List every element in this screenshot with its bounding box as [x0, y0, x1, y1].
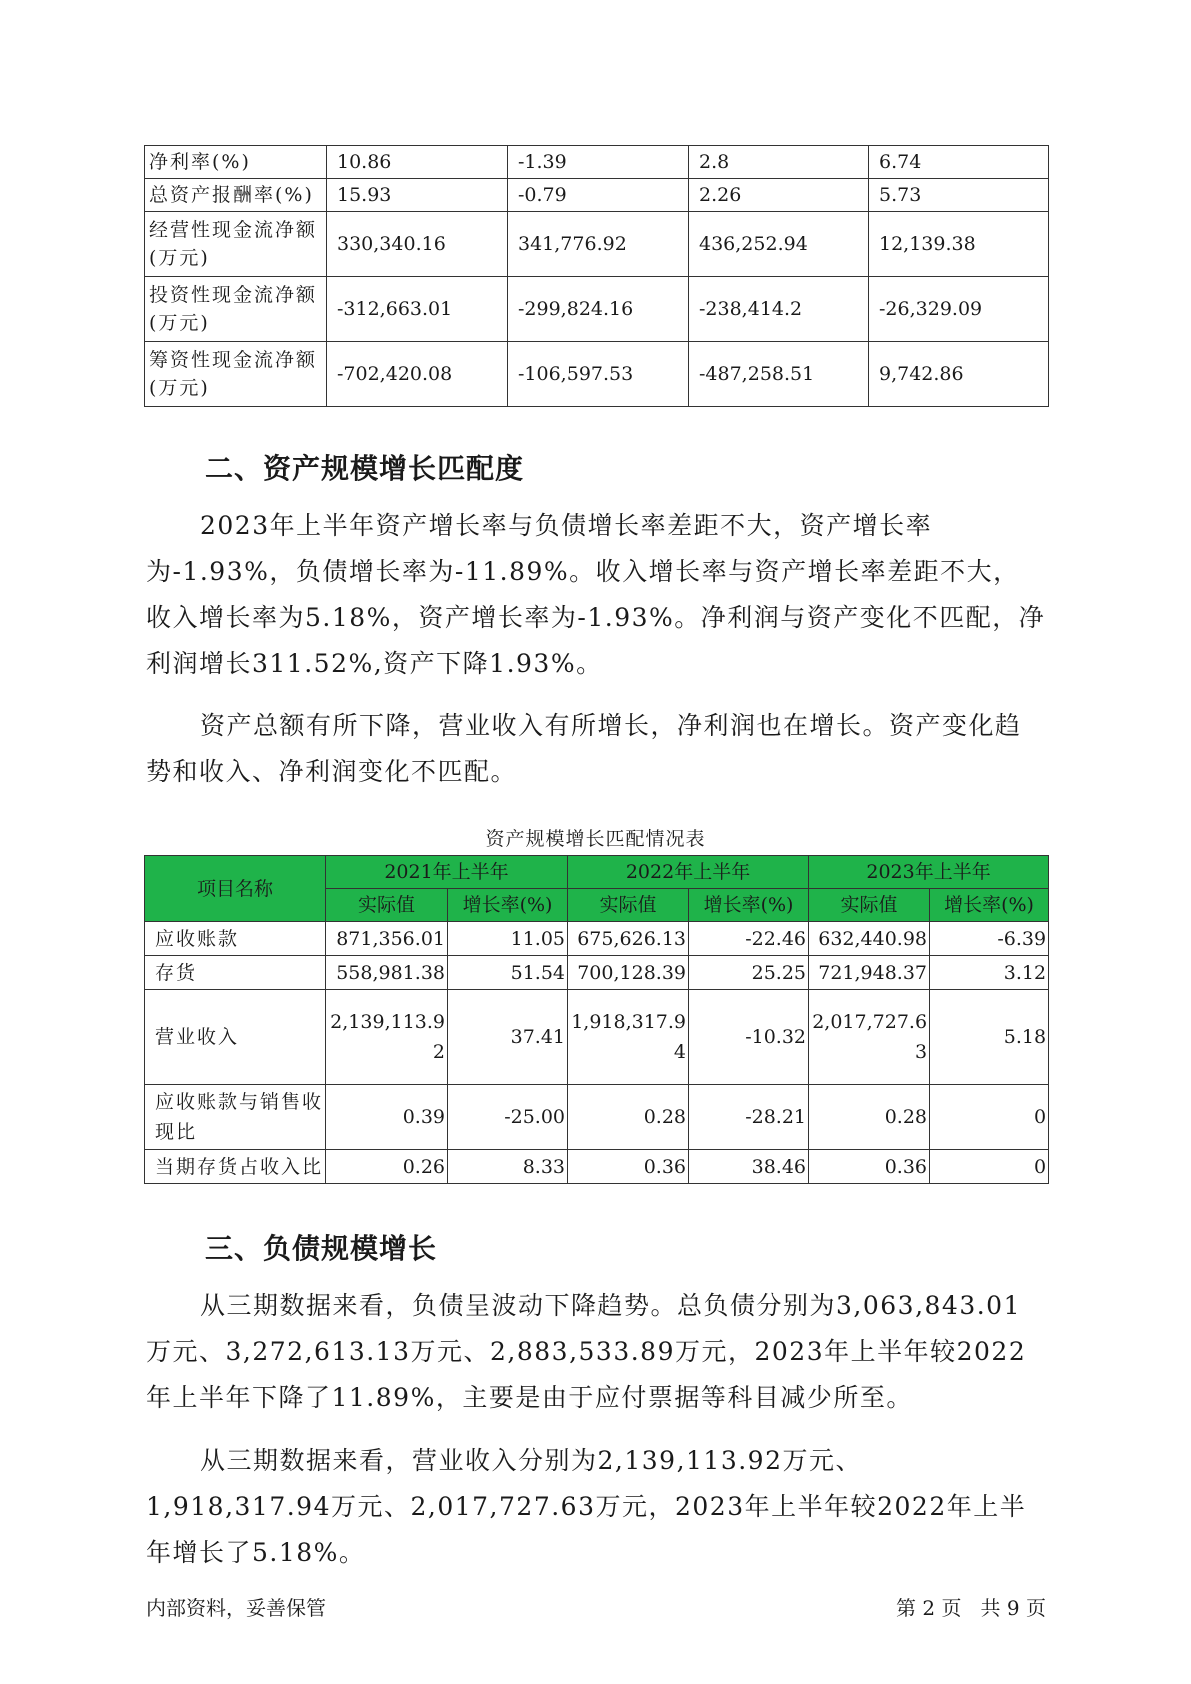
- actual-value-header: 实际值: [809, 889, 930, 922]
- table-cell: -25.00: [448, 1085, 568, 1150]
- table-cell: -702,420.08: [327, 342, 508, 407]
- table-row: [145, 1150, 1049, 1184]
- table-row: [145, 342, 1049, 407]
- table-cell: -1.39: [508, 146, 689, 179]
- row-label: 应收账款: [145, 922, 326, 956]
- table-cell: 5.18: [930, 990, 1049, 1085]
- table-row: [145, 146, 1049, 179]
- table-cell: 0.39: [326, 1085, 448, 1150]
- table-cell: -28.21: [689, 1085, 809, 1150]
- item-name-header: 项目名称: [145, 856, 326, 922]
- table-cell: 0.28: [809, 1085, 930, 1150]
- table-cell: 632,440.98: [809, 922, 930, 956]
- period-header: 2022年上半年: [568, 856, 809, 889]
- table-caption: 资产规模增长匹配情况表: [485, 828, 706, 850]
- table-cell: 3.12: [930, 956, 1049, 990]
- period-header: 2021年上半年: [326, 856, 568, 889]
- table-cell: -299,824.16: [508, 277, 689, 342]
- table-row: [145, 212, 1049, 277]
- table-cell: 2,139,113.92: [326, 990, 448, 1085]
- paragraph-revenue-trend: 从三期数据来看，营业收入分别为2,139,113.92万元、1,918,317.94万元、2,017,727.63万元，2023年上半年较2022年上半年增长了5.18%。: [146, 1446, 1027, 1567]
- table-cell: 25.25: [689, 956, 809, 990]
- footer-page-number: 第 2 页 共 9 页: [896, 1596, 1046, 1620]
- row-label: 营业收入: [145, 990, 326, 1085]
- table-cell: 0.36: [568, 1150, 689, 1184]
- section-heading-asset-scale: 二、资产规模增长匹配度: [205, 452, 525, 485]
- actual-value-header: 实际值: [326, 889, 448, 922]
- table-cell: 871,356.01: [326, 922, 448, 956]
- row-label: 总资产报酬率(%): [145, 179, 327, 212]
- table-cell: -10.32: [689, 990, 809, 1085]
- table-row: [145, 956, 1049, 990]
- financial-ratio-table: [144, 145, 1049, 407]
- table-cell: 721,948.37: [809, 956, 930, 990]
- table-cell: 6.74: [869, 146, 1049, 179]
- table-row: [145, 179, 1049, 212]
- table-header-row: [145, 856, 1049, 889]
- table-cell: 0: [930, 1150, 1049, 1184]
- table-row: [145, 277, 1049, 342]
- asset-matching-table: [144, 855, 1049, 1184]
- table-cell: 558,981.38: [326, 956, 448, 990]
- table-cell: 9,742.86: [869, 342, 1049, 407]
- table-cell: 2.8: [689, 146, 869, 179]
- table-row: [145, 922, 1049, 956]
- table-cell: 330,340.16: [327, 212, 508, 277]
- table-cell: 37.41: [448, 990, 568, 1085]
- table-row: [145, 990, 1049, 1085]
- table-cell: 51.54: [448, 956, 568, 990]
- table-cell: -487,258.51: [689, 342, 869, 407]
- table-cell: 12,139.38: [869, 212, 1049, 277]
- paragraph-asset-summary: 资产总额有所下降，营业收入有所增长，净利润也在增长。资产变化趋势和收入、净利润变化不匹配。: [146, 711, 1022, 786]
- row-label: 当期存货占收入比: [145, 1150, 326, 1184]
- table-cell: -0.79: [508, 179, 689, 212]
- table-cell: 0: [930, 1085, 1049, 1150]
- table-cell: 675,626.13: [568, 922, 689, 956]
- table-cell: 15.93: [327, 179, 508, 212]
- table-cell: -26,329.09: [869, 277, 1049, 342]
- period-header: 2023年上半年: [809, 856, 1049, 889]
- table-cell: 11.05: [448, 922, 568, 956]
- table-cell: 0.36: [809, 1150, 930, 1184]
- row-label: 存货: [145, 956, 326, 990]
- table-cell: 436,252.94: [689, 212, 869, 277]
- growth-rate-header: 增长率(%): [930, 889, 1049, 922]
- table-cell: -238,414.2: [689, 277, 869, 342]
- table-cell: -22.46: [689, 922, 809, 956]
- section-heading-liability-scale: 三、负债规模增长: [205, 1232, 438, 1265]
- table-cell: -312,663.01: [327, 277, 508, 342]
- table-cell: 700,128.39: [568, 956, 689, 990]
- table-cell: 2,017,727.63: [809, 990, 930, 1085]
- table-cell: 38.46: [689, 1150, 809, 1184]
- table-cell: 0.26: [326, 1150, 448, 1184]
- table-cell: 341,776.92: [508, 212, 689, 277]
- row-label: 投资性现金流净额(万元): [145, 277, 327, 342]
- table-cell: 5.73: [869, 179, 1049, 212]
- paragraph-liability-trend: 从三期数据来看，负债呈波动下降趋势。总负债分别为3,063,843.01万元、3,272,613.13万元、2,883,533.89万元，2023年上半年较2022年上半年下降了11.89%，主要是由于应付票据等科目减少所至。: [146, 1291, 1027, 1412]
- growth-rate-header: 增长率(%): [448, 889, 568, 922]
- row-label: 净利率(%): [145, 146, 327, 179]
- paragraph-asset-growth: 2023年上半年资产增长率与负债增长率差距不大，资产增长率为-1.93%，负债增长率为-11.89%。收入增长率与资产增长率差距不大，收入增长率为5.18%，资产增长率为-1.93%。净利润与资产变化不匹配，净利润增长311.52%,资产下降1.93%。: [146, 511, 1046, 678]
- table-cell: -106,597.53: [508, 342, 689, 407]
- row-label: 应收账款与销售收现比: [145, 1085, 326, 1150]
- table-cell: 0.28: [568, 1085, 689, 1150]
- row-label: 筹资性现金流净额(万元): [145, 342, 327, 407]
- table-row: [145, 1085, 1049, 1150]
- table-cell: 2.26: [689, 179, 869, 212]
- row-label: 经营性现金流净额(万元): [145, 212, 327, 277]
- table-cell: -6.39: [930, 922, 1049, 956]
- footer-confidential-note: 内部资料，妥善保管: [146, 1596, 326, 1620]
- table-cell: 1,918,317.94: [568, 990, 689, 1085]
- growth-rate-header: 增长率(%): [689, 889, 809, 922]
- actual-value-header: 实际值: [568, 889, 689, 922]
- table-cell: 8.33: [448, 1150, 568, 1184]
- table-cell: 10.86: [327, 146, 508, 179]
